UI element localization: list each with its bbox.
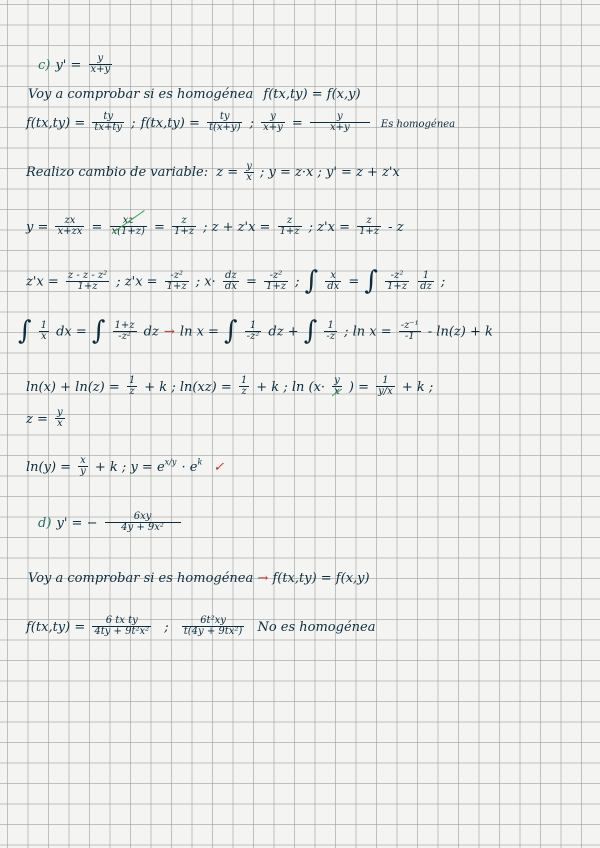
homogeneity-verdict: No es homogénea [257, 620, 376, 635]
fraction-1-den: 4ty + 9t²x² [94, 626, 150, 637]
step4-b: + k ; ln(xz) = [144, 380, 232, 395]
integral-sign: ∫ [224, 316, 238, 346]
step1-tail-3: - z [388, 220, 404, 235]
fraction-3-den: x+y [263, 122, 283, 133]
change-fraction-num: y [246, 161, 252, 172]
step2-fraction-c-num: dz [223, 271, 239, 282]
final-a: ln(y) = [26, 460, 72, 475]
step4-fraction-1 [127, 376, 137, 397]
step1-fraction-a-den: x+zx [57, 226, 83, 237]
step5-fraction-den: x [56, 418, 63, 429]
change-rest: ; y = z·x ; y' = z + z'x [260, 165, 400, 180]
step4-e: + k ; [401, 380, 434, 395]
change-intro: Realizo cambio de variable: [26, 165, 209, 180]
separator: ; [249, 116, 254, 131]
integral-sign: ∫ [303, 316, 318, 346]
fraction-2-den: t(x+y) [208, 122, 241, 133]
step1-fraction-a [55, 216, 84, 237]
change-z: z = [216, 165, 239, 180]
final-fraction-num: x [78, 456, 88, 467]
step4-fraction-2-num: 1 [240, 375, 248, 386]
step1-tail: ; z + z'x = [203, 220, 271, 235]
step3-fraction-5-num: -z⁻¹ [400, 319, 419, 331]
homogeneity-check-line [28, 88, 361, 101]
step2-fraction-b [165, 271, 189, 292]
f-lhs: f(tx,ty) = [26, 620, 86, 635]
step2-fraction-b-den: 1+z [166, 280, 187, 292]
check-icon: ✓ [213, 460, 225, 475]
step2-fraction-f-den: 1+z [387, 280, 408, 292]
equation-lhs: y' = [55, 58, 82, 73]
step4-c: + k ; ln (x· [256, 380, 326, 395]
step3-fraction-2 [113, 321, 137, 342]
derivation-step-3 [18, 318, 493, 344]
step5-a: z = [26, 412, 48, 427]
fraction-2 [182, 616, 245, 637]
homogeneity-verdict: Es homogénea [380, 119, 456, 130]
step2-fraction-e-den: dx [327, 280, 340, 292]
step2-fraction-g-den: dz [420, 280, 432, 292]
step4-fraction-1-den: z [129, 386, 135, 397]
step2-fraction-d [264, 271, 288, 292]
fraction-3-num: y [261, 112, 285, 123]
step2-fraction-g [418, 271, 434, 292]
homogeneity-derivation-d [26, 616, 375, 637]
step3-d: dz + [268, 324, 299, 340]
separator: ; [131, 116, 136, 131]
step3-fraction-2-num: 1+z [114, 319, 135, 331]
homogeneity-check-line-d [28, 572, 370, 585]
step4-fraction-3-num: y [334, 375, 340, 386]
step3-e: ; ln x = [344, 324, 392, 340]
homogeneity-intro: Voy a comprobar si es homogénea [28, 571, 254, 586]
equation-lhs: y' = − [56, 516, 98, 531]
step1-fraction-c-num: z [172, 216, 196, 227]
equals: = [154, 220, 165, 235]
section-d-header [38, 512, 183, 533]
step2-fraction-a [66, 271, 109, 292]
step1-tail-2: ; z'x = [308, 220, 350, 235]
step2-fraction-c-den: dx [224, 280, 237, 292]
step3-fraction-3 [245, 321, 262, 342]
step4-fraction-4-den: y/x [378, 386, 393, 397]
step1-fraction-b-den: x(1+z) [111, 226, 145, 237]
arrow-icon: → [257, 571, 269, 586]
fraction-4-den: x+y [329, 122, 350, 133]
step2-fraction-a-num: z - z - z² [67, 269, 108, 281]
fraction-4 [310, 112, 370, 133]
step2-fraction-g-num: 1 [418, 271, 434, 282]
step4-fraction-4 [376, 376, 395, 397]
fraction-4-num: y [310, 112, 370, 123]
section-c-header [38, 54, 114, 75]
step4-fraction-3 [332, 376, 342, 397]
step3-fraction-4-den: -z [326, 330, 336, 342]
step2-tail-6: ; [440, 274, 446, 290]
fraction-2 [207, 112, 243, 133]
change-fraction [244, 162, 254, 183]
section-c-label: c) [38, 58, 51, 73]
step5-fraction-num: y [56, 407, 63, 418]
fraction-2-num: 6t²xy [182, 616, 245, 627]
step3-fraction-1-num: 1 [40, 319, 48, 331]
fraction-numerator: 6xy [105, 512, 181, 523]
change-fraction-den: x [246, 172, 252, 183]
fraction-1-den: tx+ty [94, 122, 123, 133]
final-b: + k ; y = e [94, 460, 165, 475]
step2-lhs: z'x = [26, 274, 59, 290]
step3-fraction-3-den: -z² [246, 330, 260, 342]
step2-fraction-d-num: -z² [264, 271, 288, 282]
homogeneity-derivation [26, 112, 455, 133]
step2-fraction-d-den: 1+z [265, 280, 286, 292]
derivation-step-1 [26, 216, 404, 237]
step3-fraction-4 [324, 321, 337, 342]
step1-fraction-c-den: 1+z [174, 226, 195, 237]
step2-fraction-e [325, 271, 341, 292]
step1-fraction-e-den: 1+z [359, 226, 380, 237]
step3-fraction-4-num: 1 [324, 321, 337, 332]
f-txty-lhs-2: f(tx,ty) = [140, 116, 200, 131]
step4-fraction-2-den: z [241, 386, 247, 397]
equation-fraction [89, 54, 113, 75]
separator: ; [164, 620, 169, 635]
homogeneity-condition: f(tx,ty) = f(x,y) [272, 571, 370, 586]
equals: = [291, 116, 303, 131]
step4-fraction-3-den: x [332, 387, 342, 397]
fraction-2-num: ty [207, 112, 243, 123]
step3-fraction-1 [39, 321, 49, 342]
fraction-3 [261, 112, 285, 133]
f-txty-lhs: f(tx,ty) = [26, 116, 86, 131]
step3-fraction-5-den: -1 [404, 330, 415, 342]
fraction-denominator: x+y [90, 64, 111, 75]
derivation-step-4 [26, 376, 433, 397]
step4-d: ) = [348, 380, 369, 395]
step3-a: dx = [56, 324, 87, 340]
final-exponent-2: k [197, 457, 203, 467]
step1-fraction-d-num: z [278, 216, 302, 227]
step3-b: dz [143, 324, 159, 340]
integral-sign: ∫ [91, 316, 106, 346]
change-of-variable-line [26, 162, 400, 183]
step2-fraction-f-num: -z² [385, 271, 409, 282]
step2-tail-5: = [348, 274, 360, 290]
homogeneity-condition: f(tx,ty) = f(x,y) [263, 87, 361, 102]
final-fraction [78, 456, 88, 477]
step1-fraction-d [278, 216, 302, 237]
step1-lhs: y = [26, 220, 49, 235]
fraction-1 [92, 112, 124, 133]
step3-fraction-5 [399, 321, 421, 342]
step4-fraction-4-num: 1 [376, 376, 395, 387]
step2-tail: ; z'x = [116, 274, 158, 290]
step3-fraction-2-den: -z² [118, 330, 131, 342]
step2-fraction-a-den: 1+z [77, 280, 98, 292]
final-fraction-den: y [80, 466, 86, 477]
integral-sign: ∫ [304, 266, 319, 296]
fraction-1-num: 6 tx ty [92, 616, 151, 627]
fraction-2-den: t(4y + 9tx²) [183, 626, 243, 637]
equals: = [91, 220, 103, 235]
step3-fraction-1-den: x [41, 330, 47, 342]
integral-sign: ∫ [18, 316, 32, 346]
step2-fraction-b-num: -z² [165, 271, 189, 282]
step1-fraction-e-num: z [357, 216, 381, 227]
step3-f: - ln(z) + k [427, 324, 493, 340]
step1-fraction-c [172, 216, 196, 237]
equation-fraction [105, 512, 181, 533]
step1-fraction-b-num: xz [110, 216, 147, 227]
derivation-step-2 [26, 268, 445, 294]
fraction-denominator: 4y + 9x² [121, 522, 164, 533]
fraction-numerator: y [89, 54, 113, 65]
step2-fraction-f [385, 271, 409, 292]
derivation-step-5 [26, 408, 67, 429]
step1-fraction-e [357, 216, 381, 237]
step2-tail-3: = [245, 274, 257, 290]
step1-fraction-b [110, 216, 147, 237]
homogeneity-intro: Voy a comprobar si es homogénea [28, 87, 254, 102]
step1-fraction-d-den: 1+z [279, 226, 300, 237]
step2-fraction-c [223, 271, 239, 292]
step4-fraction-2 [239, 376, 249, 397]
final-c: · e [181, 460, 198, 475]
step3-fraction-3-num: 1 [245, 321, 262, 332]
step5-fraction [55, 408, 65, 429]
step1-fraction-a-num: zx [55, 216, 84, 227]
fraction-1 [92, 616, 151, 637]
fraction-1-num: ty [92, 112, 124, 123]
step3-c: ln x = [179, 324, 219, 340]
section-d-label: d) [38, 516, 52, 531]
step4-fraction-1-num: 1 [128, 375, 136, 386]
integral-sign: ∫ [364, 266, 378, 296]
final-solution-c [26, 456, 224, 477]
step4-a: ln(x) + ln(z) = [26, 380, 120, 395]
arrow-icon: → [163, 324, 175, 340]
final-exponent-1: x/y [164, 457, 177, 467]
step2-tail-4: ; [295, 274, 300, 290]
step2-fraction-e-num: x [325, 271, 341, 282]
step2-tail-2: ; x· [195, 274, 216, 290]
